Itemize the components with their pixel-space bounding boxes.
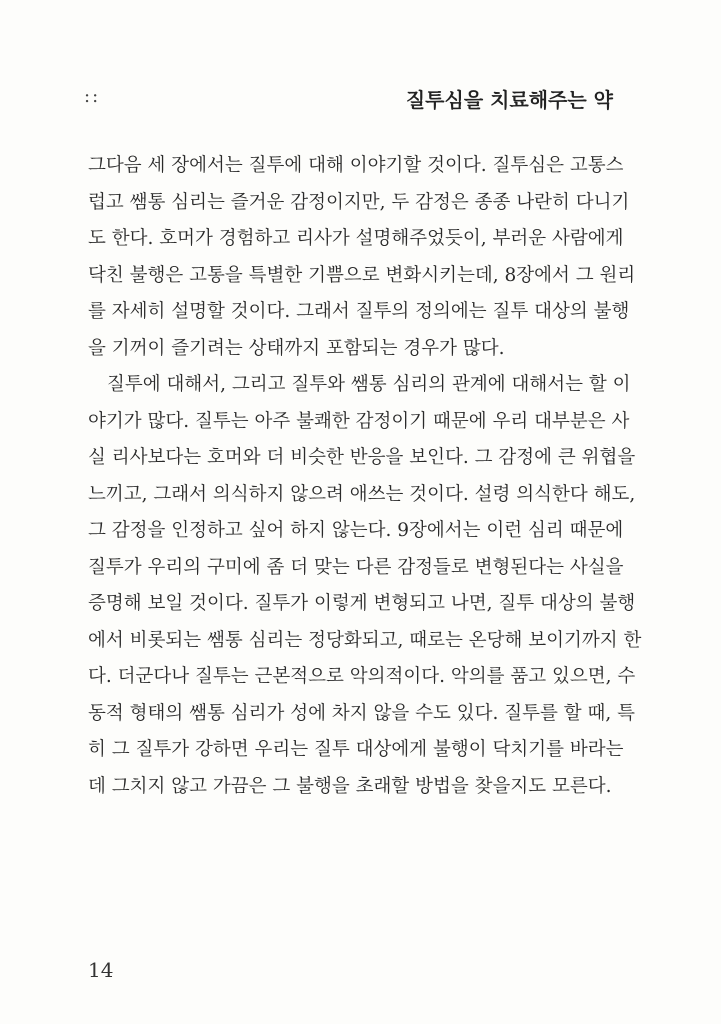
text-line: 럽고 쌤통 심리는 즐거운 감정이지만, 두 감정은 종종 나란히 다니기: [88, 191, 630, 213]
text-line: 그 감정을 인정하고 싶어 하지 않는다. 9장에서는 이런 심리 때문에: [88, 520, 624, 541]
text-line: 를 자세히 설명할 것이다. 그래서 질투의 정의에는 질투 대상의 불행: [88, 301, 630, 322]
text-line: 데 그치지 않고 가끔은 그 불행을 초래할 방법을 찾을지도 모른다.: [88, 775, 612, 797]
text-line: 을 기꺼이 즐기려는 상태까지 포함되는 경우가 많다.: [88, 337, 505, 359]
text-line: 느끼고, 그래서 의식하지 않으려 애쓰는 것이다. 설령 의식한다 해도,: [88, 483, 636, 505]
header-ornament: ::: [84, 86, 101, 107]
text-line: 실 리사보다는 호머와 더 비슷한 반응을 보인다. 그 감정에 큰 위협을: [88, 447, 636, 468]
text-line: 질투에 대해서, 그리고 질투와 쌤통 심리의 관계에 대해서는 할 이: [107, 374, 631, 395]
text-line: 질투가 우리의 구미에 좀 더 맞는 다른 감정들로 변형된다는 사실을: [88, 556, 624, 578]
running-header-title: 질투심을 치료해주는 약: [405, 88, 613, 112]
text-line: 다. 더군다나 질투는 근본적으로 악의적이다. 악의를 품고 있으면, 수: [88, 666, 636, 687]
text-line: 도 한다. 호머가 경험하고 리사가 설명해주었듯이, 부러운 사람에게: [88, 228, 624, 249]
page-number: 14: [88, 958, 114, 982]
text-line: 닥친 불행은 고통을 특별한 기쁨으로 변화시키는데, 8장에서 그 원리: [88, 264, 636, 286]
text-line: 증명해 보일 것이다. 질투가 이렇게 변형되고 나면, 질투 대상의 불행: [88, 593, 636, 614]
text-line: 에서 비롯되는 쌤통 심리는 정당화되고, 때로는 온당해 보이기까지 한: [88, 629, 642, 651]
text-line: 야기가 많다. 질투는 아주 불쾌한 감정이기 때문에 우리 대부분은 사: [88, 410, 630, 432]
text-line: 그다음 세 장에서는 질투에 대해 이야기할 것이다. 질투심은 고통스: [88, 155, 624, 176]
text-line: 히 그 질투가 강하면 우리는 질투 대상에게 불행이 닥치기를 바라는: [88, 739, 624, 760]
text-line: 동적 형태의 쌤통 심리가 성에 차지 않을 수도 있다. 질투를 할 때, 특: [88, 702, 635, 724]
body-text: [88, 148, 642, 805]
